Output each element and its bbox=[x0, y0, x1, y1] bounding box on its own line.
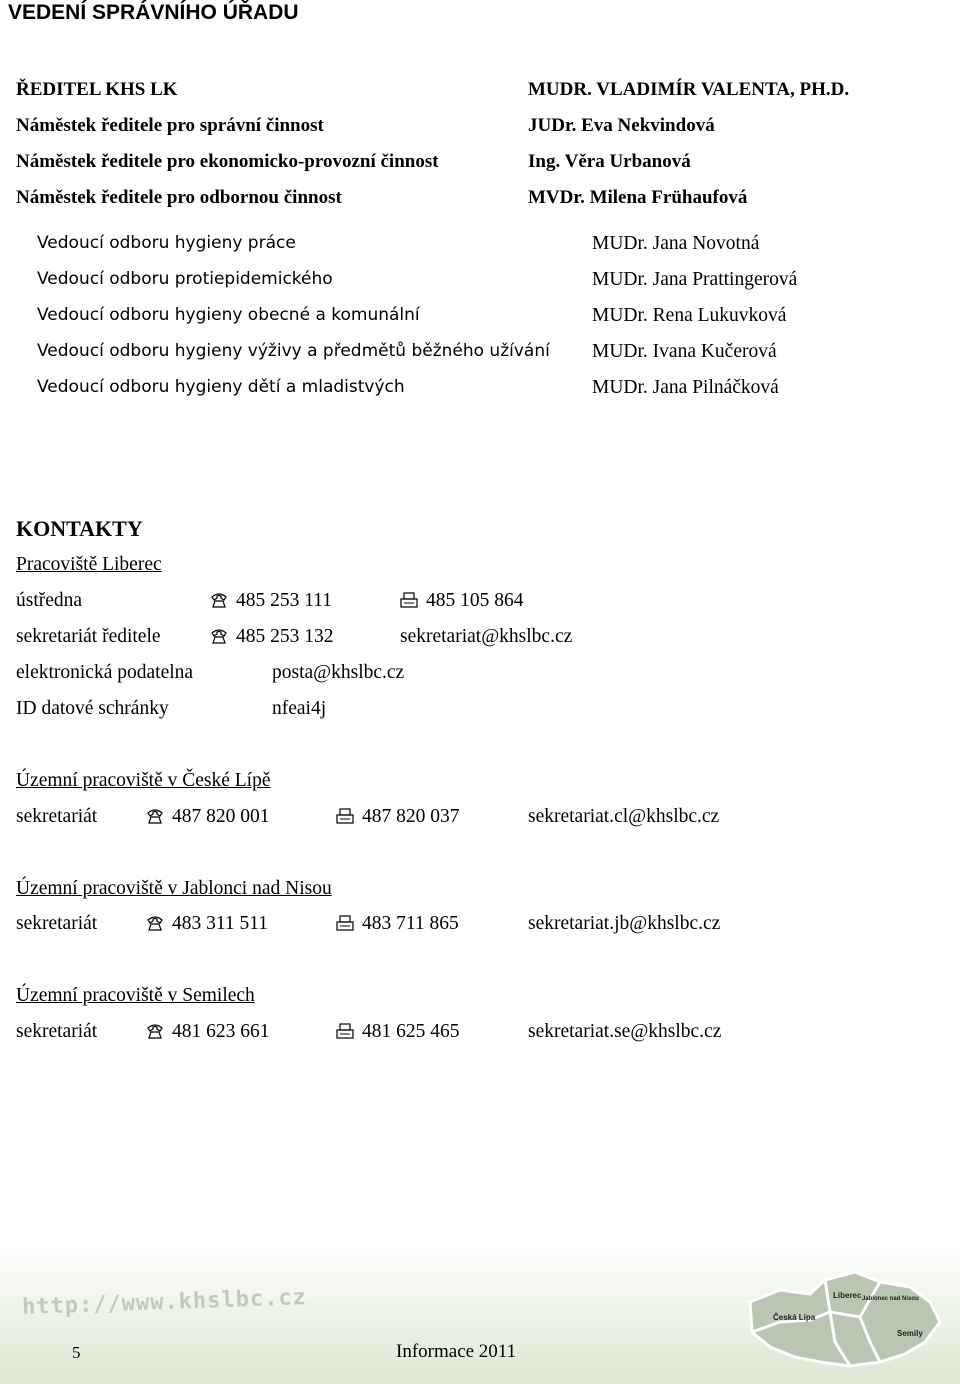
map-label-ceska-lipa: Česká Lípa bbox=[773, 1313, 816, 1322]
department-role: Vedoucí odboru hygieny dětí a mladistvých bbox=[37, 377, 405, 397]
department-head: MUDr. Rena Lukuvková bbox=[592, 305, 787, 326]
director-secretariat-email[interactable]: sekretariat@khslbc.cz bbox=[400, 626, 573, 647]
branch-title: Územní pracoviště v Semilech bbox=[16, 985, 255, 1006]
fax-icon bbox=[336, 915, 354, 931]
branch-fax bbox=[336, 913, 459, 935]
branch-email[interactable]: sekretariat.jb@khslbc.cz bbox=[528, 913, 721, 934]
fax-icon bbox=[336, 808, 354, 824]
branch-fax bbox=[336, 806, 460, 828]
branch-fax-number: 481 625 465 bbox=[362, 1021, 460, 1042]
branch-secretariat-label: sekretariát bbox=[16, 806, 98, 827]
department-head: MUDr. Jana Prattingerová bbox=[592, 269, 798, 290]
switchboard-phone-number: 485 253 111 bbox=[236, 590, 333, 611]
department-role: Vedoucí odboru hygieny výživy a předmětů běžného užívání bbox=[37, 341, 550, 361]
branch-secretariat-label: sekretariát bbox=[16, 913, 98, 934]
deputy-name: Ing. Věra Urbanová bbox=[528, 151, 691, 172]
department-head: MUDr. Ivana Kučerová bbox=[592, 341, 777, 362]
branch-phone-number: 483 311 511 bbox=[172, 913, 269, 934]
branch-phone bbox=[146, 913, 268, 935]
switchboard-fax-number: 485 105 864 bbox=[426, 590, 524, 611]
director-secretariat-phone-number: 485 253 132 bbox=[236, 626, 334, 647]
branch-title: Územní pracoviště v Jablonci nad Nisou bbox=[16, 878, 332, 899]
branch-phone-number: 487 820 001 bbox=[172, 806, 270, 827]
branch-phone bbox=[146, 806, 270, 828]
map-label-liberec: Liberec bbox=[833, 1291, 862, 1300]
department-role: Vedoucí odboru hygieny obecné a komunální bbox=[37, 305, 420, 325]
department-role: Vedoucí odboru protiepidemického bbox=[37, 269, 333, 289]
branch-secretariat-label: sekretariát bbox=[16, 1021, 98, 1042]
e-filing-email[interactable]: posta@khslbc.cz bbox=[272, 662, 405, 683]
phone-icon bbox=[210, 592, 228, 608]
data-box-label: ID datové schránky bbox=[16, 698, 169, 719]
switchboard-phone bbox=[210, 590, 332, 612]
deputy-name: MVDr. Milena Frühaufová bbox=[528, 187, 748, 208]
branch-title: Územní pracoviště v České Lípě bbox=[16, 770, 271, 791]
deputy-role: Náměstek ředitele pro ekonomicko-provozní činnost bbox=[16, 151, 439, 172]
director-role: ŘEDITEL KHS LK bbox=[16, 79, 178, 100]
branch-email[interactable]: sekretariat.cl@khslbc.cz bbox=[528, 806, 720, 827]
department-role: Vedoucí odboru hygieny práce bbox=[37, 233, 296, 253]
contacts-heading: KONTAKTY bbox=[16, 516, 143, 541]
department-head: MUDr. Jana Novotná bbox=[592, 233, 760, 254]
fax-icon bbox=[400, 592, 418, 608]
publication-title: Informace 2011 bbox=[396, 1341, 517, 1362]
branch-phone-number: 481 623 661 bbox=[172, 1021, 270, 1042]
branch-fax bbox=[336, 1021, 460, 1043]
region-map bbox=[740, 1262, 945, 1372]
branch-fax-number: 483 711 865 bbox=[362, 913, 459, 934]
deputy-role: Náměstek ředitele pro správní činnost bbox=[16, 115, 324, 136]
director-secretariat-phone bbox=[210, 626, 334, 648]
department-head: MUDr. Jana Pilnáčková bbox=[592, 377, 779, 398]
data-box-id: nfeai4j bbox=[272, 698, 327, 719]
branch-email[interactable]: sekretariat.se@khslbc.cz bbox=[528, 1021, 722, 1042]
liberec-title: Pracoviště Liberec bbox=[16, 554, 162, 575]
deputy-name: JUDr. Eva Nekvindová bbox=[528, 115, 715, 136]
footer-url: http://www.khslbc.cz bbox=[21, 1285, 308, 1320]
director-secretariat-label: sekretariát ředitele bbox=[16, 626, 161, 647]
switchboard-label: ústředna bbox=[16, 590, 83, 611]
page-number: 5 bbox=[72, 1343, 81, 1362]
director-name: MUDR. VLADIMÍR VALENTA, PH.D. bbox=[528, 79, 850, 100]
e-filing-label: elektronická podatelna bbox=[16, 662, 194, 683]
fax-icon bbox=[336, 1023, 354, 1039]
switchboard-fax bbox=[400, 590, 524, 612]
phone-icon bbox=[146, 808, 164, 824]
phone-icon bbox=[146, 915, 164, 931]
map-label-semily: Semily bbox=[897, 1329, 923, 1338]
branch-phone bbox=[146, 1021, 270, 1043]
map-label-jablonec: Jablonec nad Nisou bbox=[862, 1296, 919, 1302]
branch-fax-number: 487 820 037 bbox=[362, 806, 460, 827]
deputy-role: Náměstek ředitele pro odbornou činnost bbox=[16, 187, 342, 208]
phone-icon bbox=[210, 628, 228, 644]
phone-icon bbox=[146, 1023, 164, 1039]
page-title: VEDENÍ SPRÁVNÍHO ÚŘADU bbox=[8, 1, 299, 24]
